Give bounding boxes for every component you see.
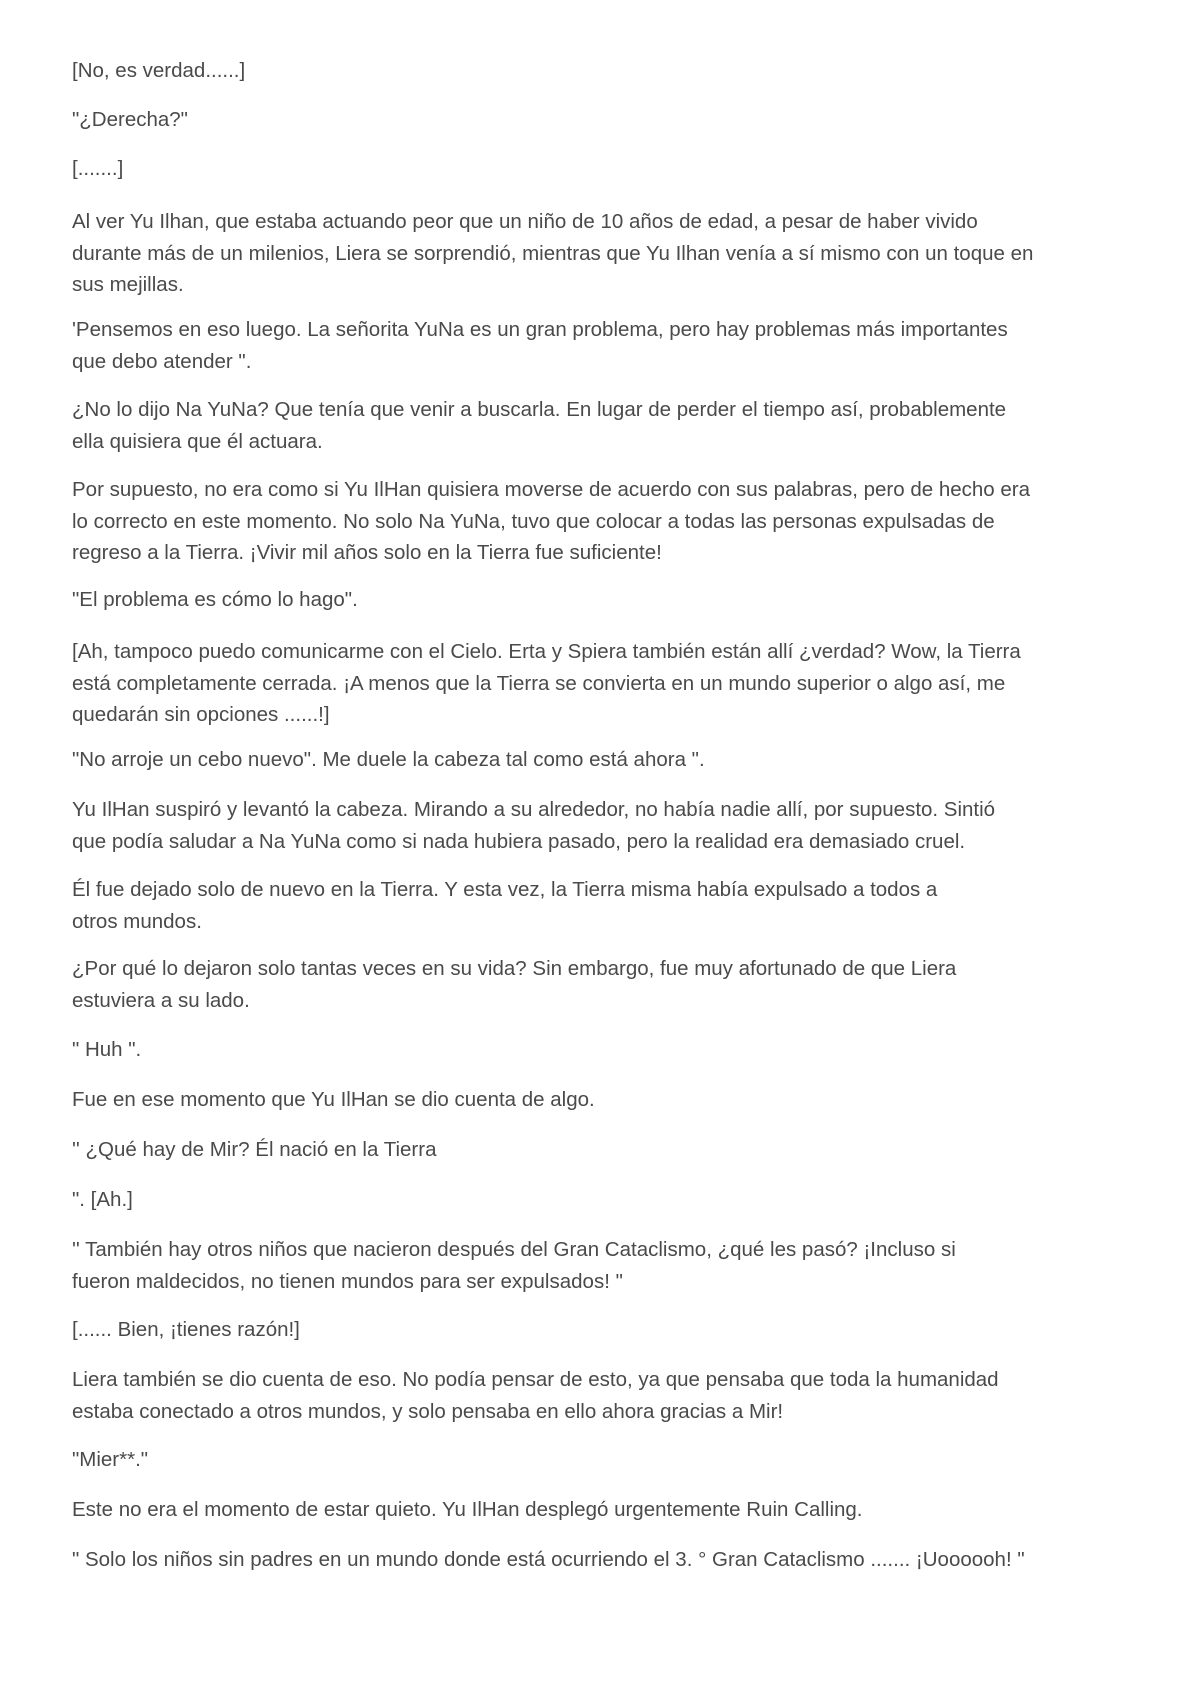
- paragraph-6: ¿No lo dijo Na YuNa? Que tenía que venir a buscarla. En lugar de perder el tiempo así, probablemente ella quisiera que él actuara.: [72, 398, 1007, 453]
- paragraph-13: ¿Por qué lo dejaron solo tantas veces en su vida? Sin embargo, fue muy afortunado de que Liera estuviera a su lado.: [72, 957, 957, 1012]
- paragraph-19: [...... Bien, ¡tienes razón!]: [72, 1318, 300, 1341]
- paragraph-23: " Solo los niños sin padres en un mundo donde está ocurriendo el 3. ° Gran Cataclismo ....... ¡Uoooooh! ": [72, 1548, 1025, 1571]
- paragraph-5: 'Pensemos en eso luego. La señorita YuNa es un gran problema, pero hay problemas más importantes que debo atender ".: [72, 318, 1008, 373]
- paragraph-4: Al ver Yu Ilhan, que estaba actuando peor que un niño de 10 años de edad, a pesar de haber vivido durante más de un milenios, Liera se sorprendió, mientras que Yu Ilhan venía a sí mismo con un toque en sus mejillas.: [72, 210, 1034, 296]
- paragraph-18: '' También hay otros niños que nacieron después del Gran Cataclismo, ¿qué les pasó? ¡Incluso si fueron maldecidos, no tienen mundos para ser expulsados! ": [72, 1238, 956, 1293]
- paragraph-15: Fue en ese momento que Yu IlHan se dio cuenta de algo.: [72, 1088, 595, 1111]
- paragraph-22: Este no era el momento de estar quieto. Yu IlHan desplegó urgentemente Ruin Calling.: [72, 1498, 863, 1521]
- paragraph-17: ". [Ah.]: [72, 1188, 133, 1211]
- paragraph-12: Él fue dejado solo de nuevo en la Tierra. Y esta vez, la Tierra misma había expulsado a todos a otros mundos.: [72, 878, 938, 933]
- paragraph-20: Liera también se dio cuenta de eso. No podía pensar de esto, ya que pensaba que toda la humanidad estaba conectado a otros mundos, y solo pensaba en ello ahora gracias a Mir!: [72, 1368, 999, 1423]
- paragraph-9: [Ah, tampoco puedo comunicarme con el Cielo. Erta y Spiera también están allí ¿verdad? Wow, la Tierra está completamente cerrada. ¡A menos que la Tierra se convierta en un mundo superior o algo así, me quedarán sin opciones ......!]: [72, 640, 1021, 726]
- paragraph-16: '' ¿Qué hay de Mir? Él nació en la Tierra: [72, 1138, 437, 1161]
- paragraph-14: " Huh ".: [72, 1038, 142, 1061]
- paragraph-2: "¿Derecha?": [72, 108, 188, 131]
- paragraph-3: [.......]: [72, 157, 124, 180]
- paragraph-21: "Mier**.": [72, 1448, 149, 1471]
- paragraph-11: Yu IlHan suspiró y levantó la cabeza. Mirando a su alrededor, no había nadie allí, por supuesto. Sintió que podía saludar a Na YuNa como si nada hubiera pasado, pero la realidad era demasiado cruel.: [72, 798, 996, 853]
- paragraph-7: Por supuesto, no era como si Yu IlHan quisiera moverse de acuerdo con sus palabras, pero de hecho era lo correcto en este momento. No solo Na YuNa, tuvo que colocar a todas las personas expulsadas de regreso a la Tierra. ¡Vivir mil años solo en la Tierra fue suficiente!: [72, 478, 1030, 564]
- paragraph-8: "El problema es cómo lo hago".: [72, 588, 358, 611]
- paragraph-1: [No, es verdad......]: [72, 59, 246, 82]
- paragraph-10: "No arroje un cebo nuevo". Me duele la cabeza tal como está ahora ".: [72, 748, 705, 771]
